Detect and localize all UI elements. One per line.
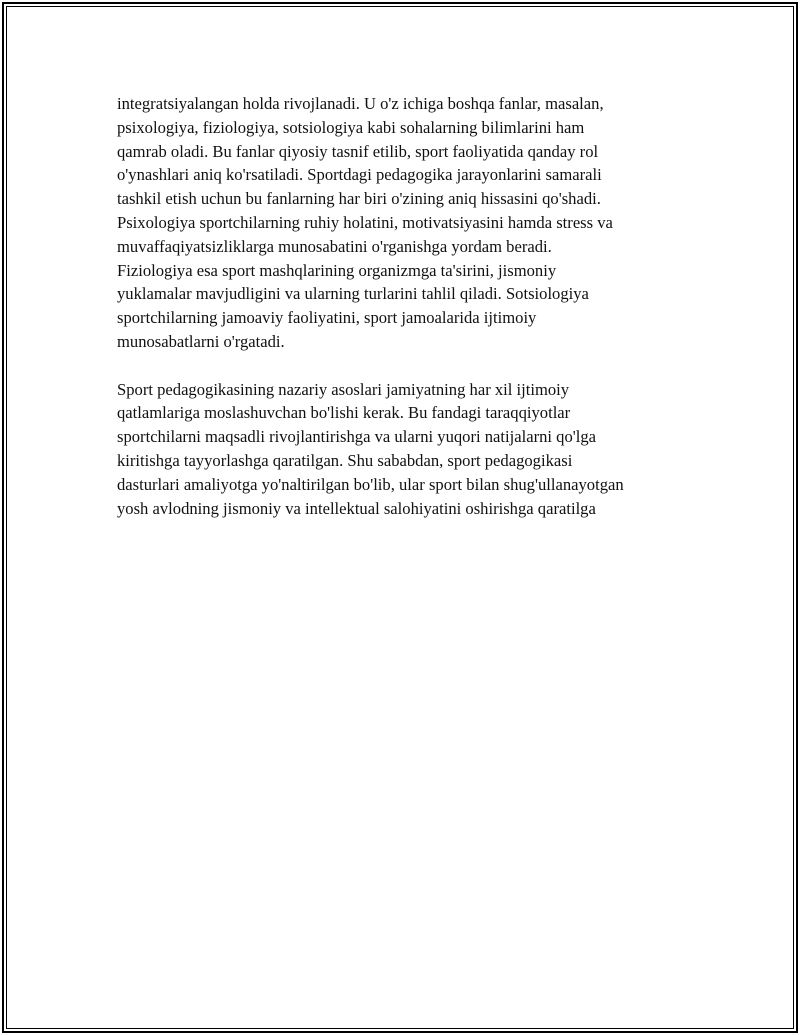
document-body: [117, 92, 697, 520]
paragraph-1-line-5: tashkil etish uchun bu fanlarning har biri o'zining aniq hissasini qo'shadi.: [117, 189, 601, 209]
paragraph-1-line-10: sportchilarning jamoaviy faoliyatini, sport jamoalarida ijtimoiy: [117, 308, 537, 328]
paragraph-2-line-6: yosh avlodning jismoniy va intellektual salohiyatini oshirishga qaratilga: [117, 498, 596, 518]
paragraph-2-line-5: dasturlari amaliyotga yo'naltirilgan bo'lib, ular sport bilan shug'ullanayotgan: [117, 474, 624, 494]
paragraph-1-line-7: muvaffaqiyatsizliklarga munosabatini o'rganishga yordam beradi.: [117, 236, 552, 256]
paragraph-1-line-6: Psixologiya sportchilarning ruhiy holatini, motivatsiyasini hamda stress va: [117, 212, 613, 232]
paragraph-2: [117, 378, 697, 521]
paragraph-1-line-8: Fiziologiya esa sport mashqlarining organizmga ta'sirini, jismoniy: [117, 260, 557, 280]
paragraph-1-line-4: o'ynashlari aniq ko'rsatiladi. Sportdagi pedagogika jarayonlarini samarali: [117, 165, 602, 185]
paragraph-1-line-11: munosabatlarni o'rgatadi.: [117, 331, 285, 351]
paragraph-2-line-3: sportchilarni maqsadli rivojlantirishga va ularni yuqori natijalarni qo'lga: [117, 427, 597, 447]
paragraph-2-line-1: Sport pedagogikasining nazariy asoslari jamiyatning har xil ijtimoiy: [117, 379, 570, 399]
paragraph-1-line-1: integratsiyalangan holda rivojlanadi. U o'z ichiga boshqa fanlar, masalan,: [117, 94, 604, 113]
paragraph-2-line-4: kiritishga tayyorlashga qaratilgan. Shu sababdan, sport pedagogikasi: [117, 450, 573, 470]
paragraph-1-line-9: yuklamalar mavjudligini va ularning turlarini tahlil qiladi. Sotsiologiya: [117, 284, 589, 304]
paragraph-1-line-2: psixologiya, fiziologiya, sotsiologiya kabi sohalarning bilimlarini ham: [117, 117, 585, 137]
paragraph-2-line-2: qatlamlariga moslashuvchan bo'lishi kerak. Bu fandagi taraqqiyotlar: [117, 403, 571, 423]
paragraph-1-line-3: qamrab oladi. Bu fanlar qiyosiy tasnif etilib, sport faoliyatida qanday rol: [117, 141, 599, 161]
paragraph-1: [117, 92, 697, 354]
